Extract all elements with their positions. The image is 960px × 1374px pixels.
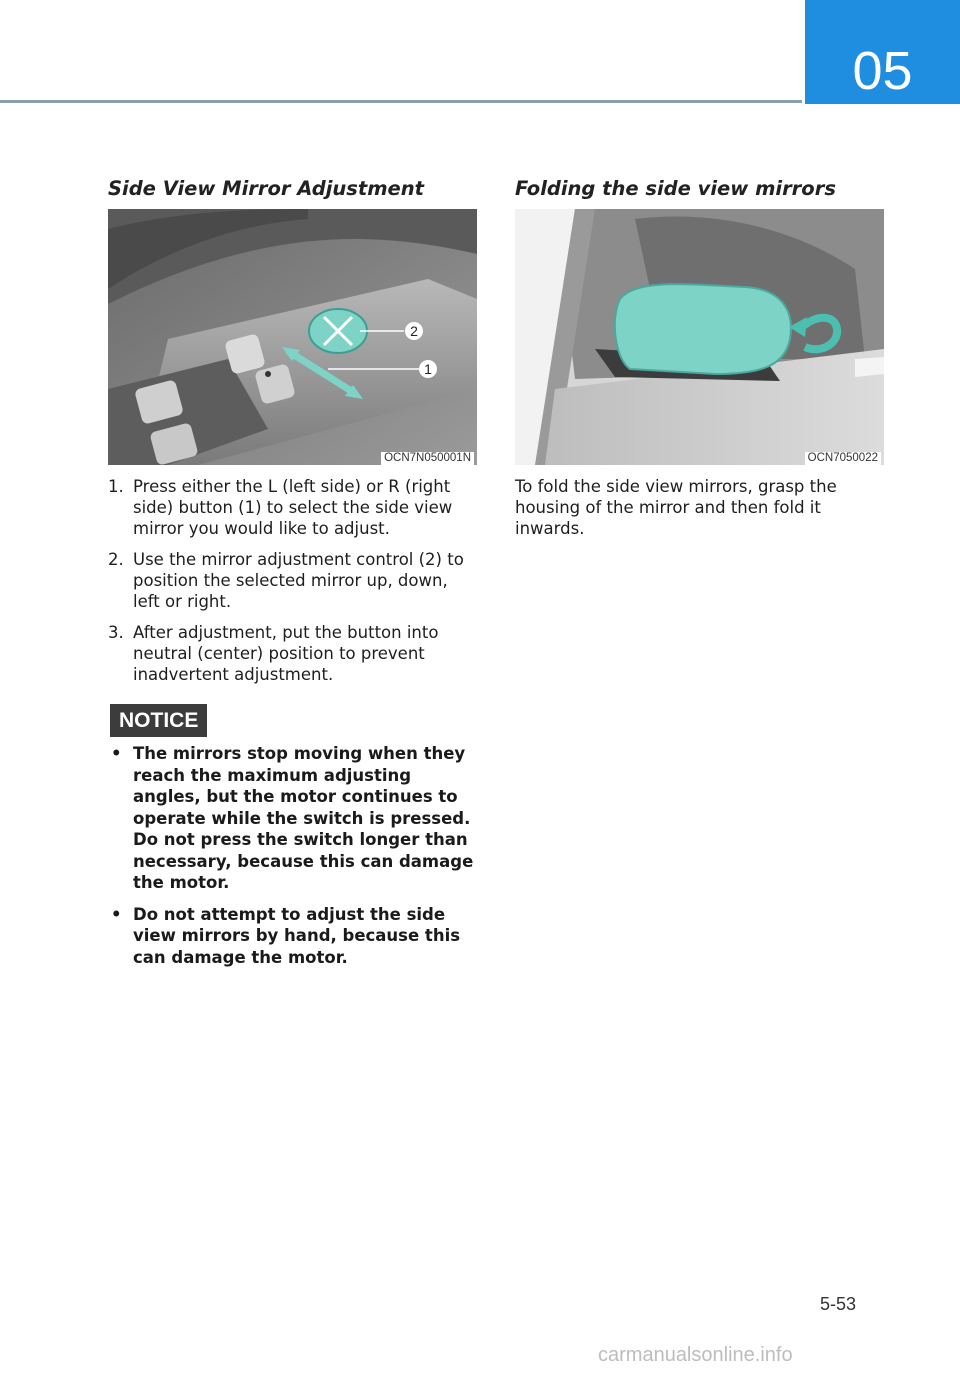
folding-instructions: To fold the side view mirrors, grasp the housing of the mirror and then fold it inwards.: [515, 477, 837, 538]
list-item: • Do not attempt to adjust the side view mirrors by hand, because this can damage the motor.: [111, 904, 461, 967]
section-heading-folding-mirrors: Folding the side view mirrors: [515, 177, 836, 200]
bullet-icon: •: [111, 904, 122, 924]
watermark: carmanualsonline.info: [598, 1344, 793, 1366]
section-heading-mirror-adjustment: Side View Mirror Adjustment: [108, 177, 424, 200]
figure-code: OCN7N050001N: [381, 452, 474, 465]
list-item: 2. Use the mirror adjustment control (2) to position the selected mirror up, down, left or right.: [108, 550, 464, 611]
callout-2: 2: [410, 323, 418, 339]
chapter-number: 05: [852, 41, 913, 101]
header-divider: [0, 100, 802, 103]
list-item: 3. After adjustment, put the button into neutral (center) position to prevent inadvertent adjustment.: [108, 623, 439, 684]
notice-badge: NOTICE: [110, 704, 207, 737]
adjustment-steps: [108, 476, 478, 695]
mirror-switch-illustration: [108, 209, 477, 465]
list-item: 1. Press either the L (left side) or R (right side) button (1) to select the side view mirror you would like to adjust.: [108, 477, 453, 538]
list-item: • The mirrors stop moving when they reach the maximum adjusting angles, but the motor continues to operate while the switch is pressed. Do not press the switch longer than necessary, because this can damage the motor.: [111, 744, 474, 892]
mirror-fold-illustration: [515, 209, 884, 465]
page-number: 5-53: [820, 1294, 857, 1314]
notice-list: [108, 743, 480, 978]
bullet-icon: •: [111, 744, 122, 763]
mirror-fold-figure: [515, 209, 884, 465]
callout-1: 1: [424, 361, 432, 377]
mirror-switch-figure: [108, 209, 477, 465]
figure-code: OCN7050022: [805, 452, 881, 465]
